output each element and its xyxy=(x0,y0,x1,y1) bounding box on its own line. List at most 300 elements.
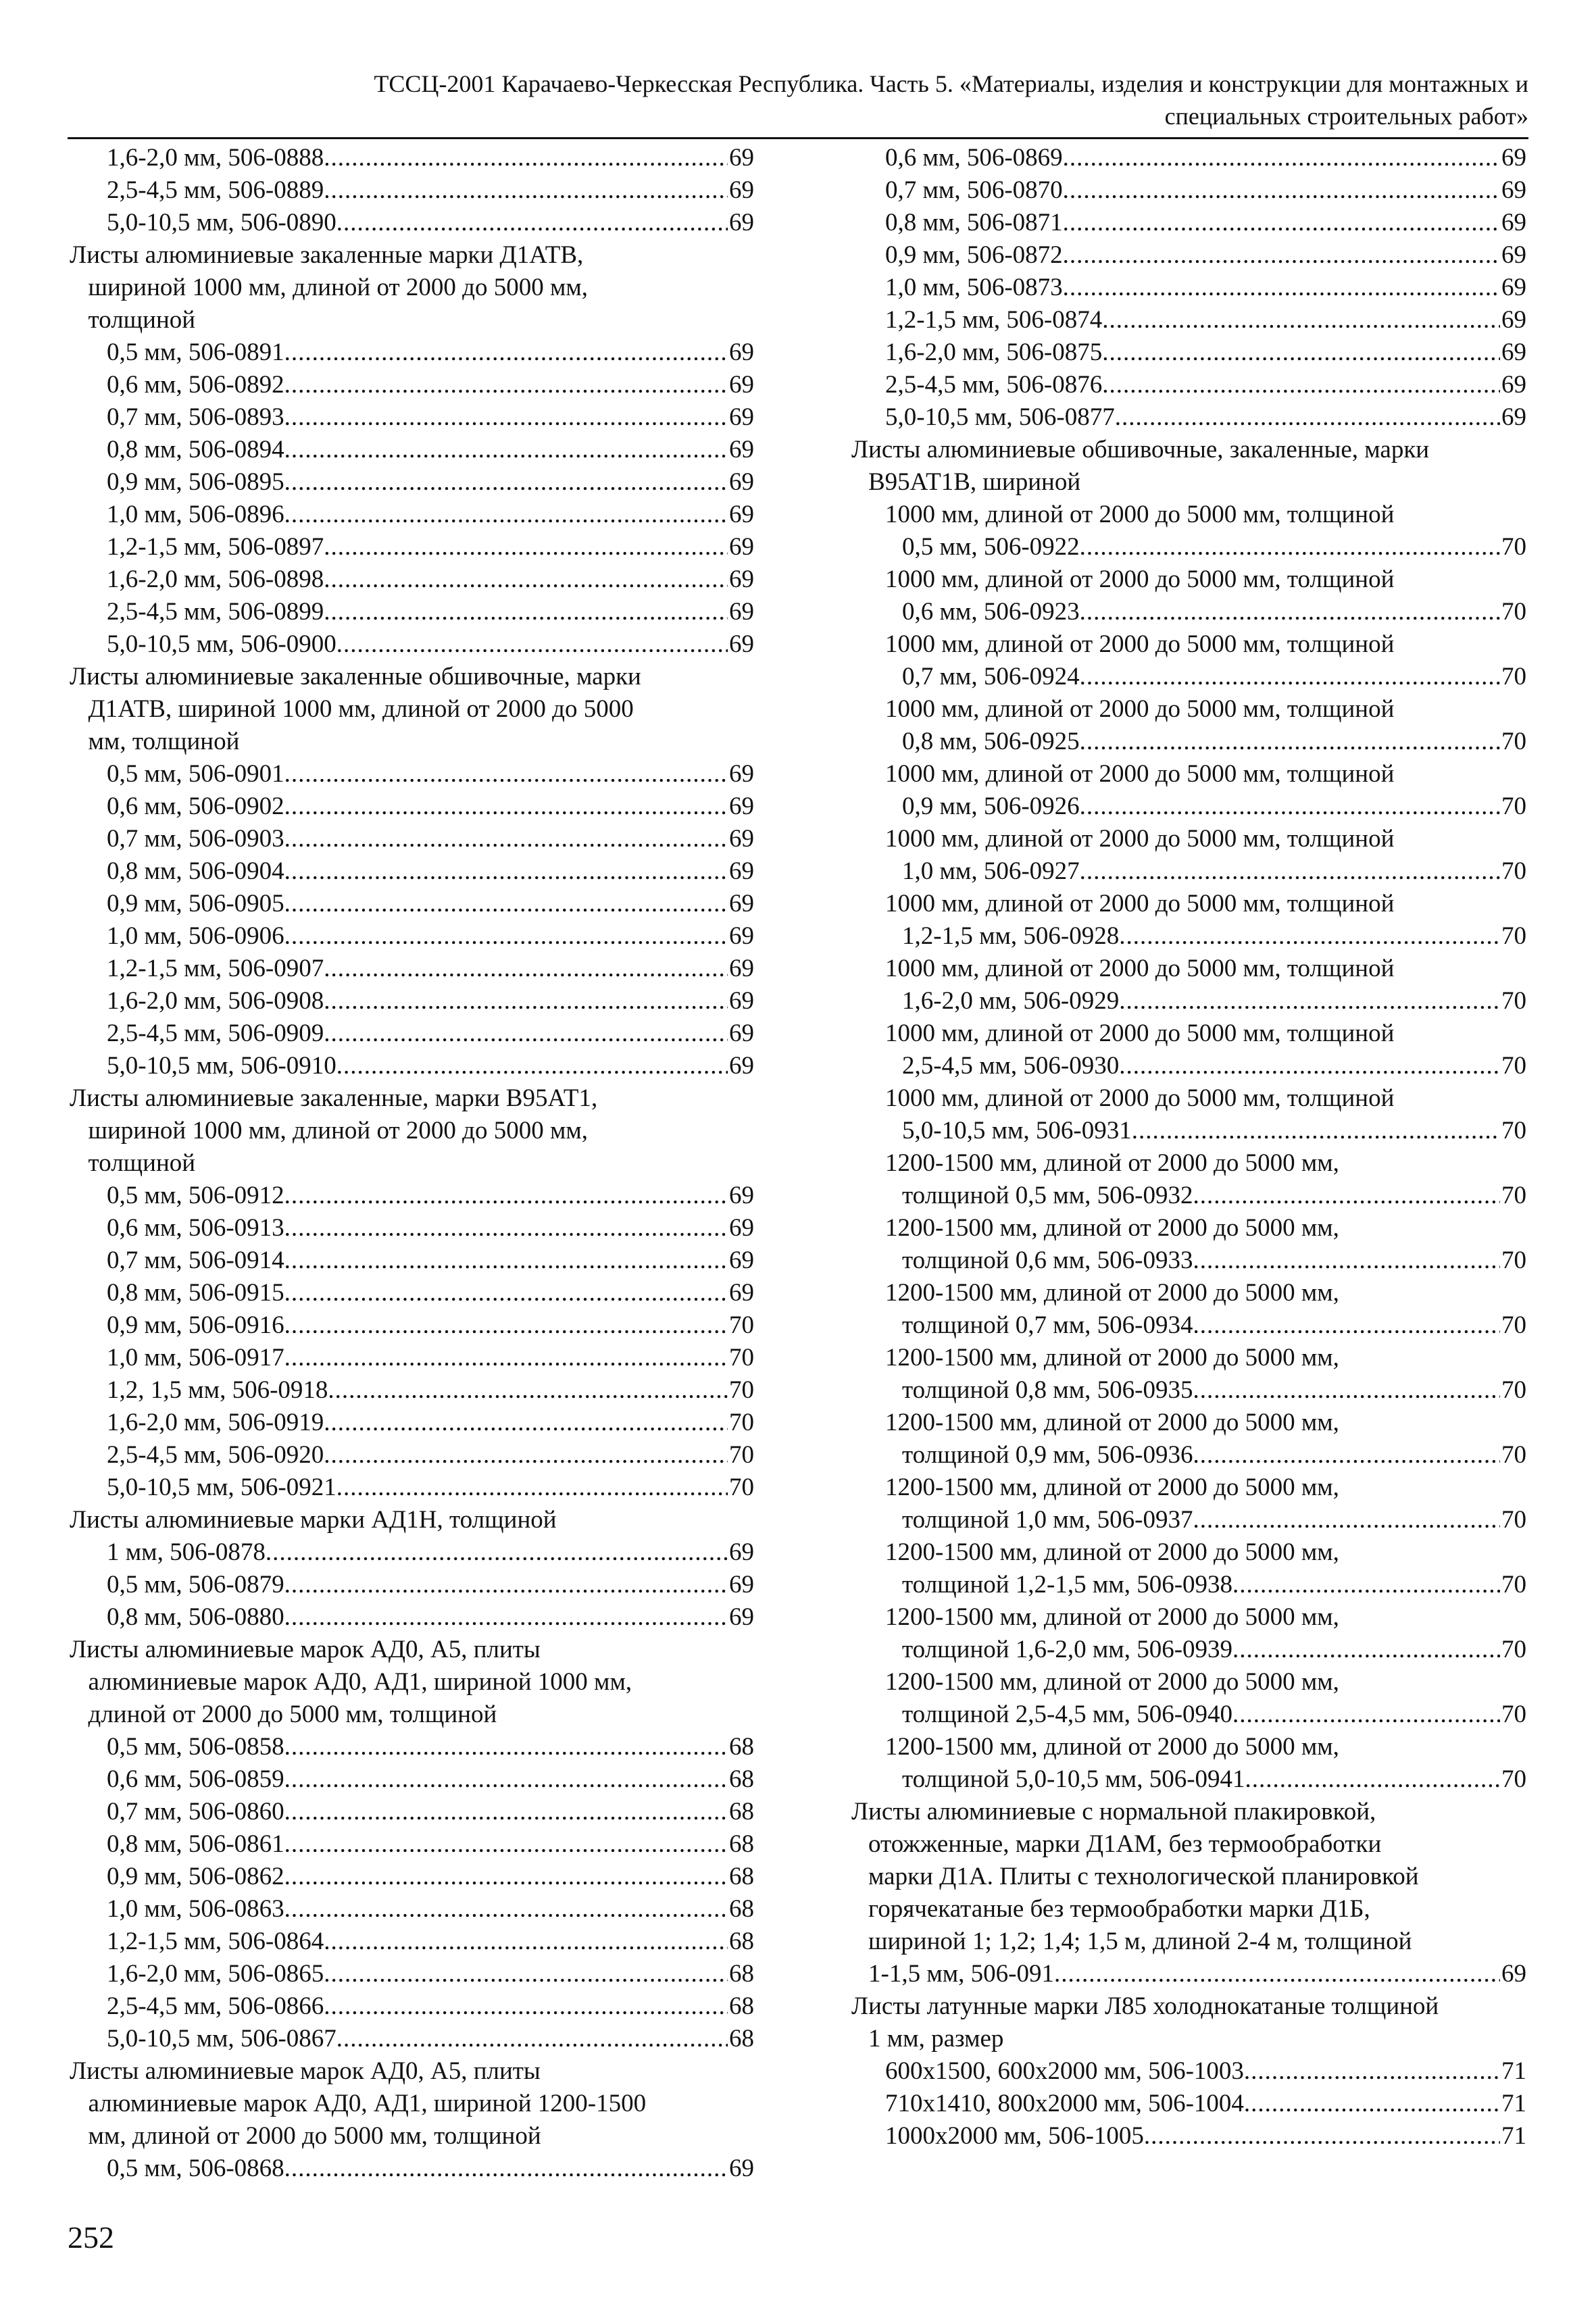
index-entry xyxy=(70,1990,754,2023)
entry-page: 71 xyxy=(1501,2057,1526,2085)
index-heading-line: 1200-1500 мм, длиной от 2000 до 5000 мм, xyxy=(885,1214,1339,1242)
entry-page: 70 xyxy=(1501,1571,1526,1599)
dot-leader xyxy=(336,1472,728,1504)
entry-label: 0,9 мм, 506-0872 xyxy=(885,241,1063,269)
entry-label: 0,5 мм, 506-0901 xyxy=(107,760,284,788)
dot-leader xyxy=(1245,1763,1500,1796)
dot-leader xyxy=(284,920,728,953)
index-entry xyxy=(70,531,754,563)
index-entry xyxy=(70,953,754,985)
dot-leader xyxy=(284,1277,728,1309)
entry-label: 0,6 мм, 506-0892 xyxy=(107,371,284,399)
entry-page: 70 xyxy=(1501,533,1526,561)
index-entry xyxy=(851,336,1526,369)
dot-leader xyxy=(324,1990,728,2023)
index-entry xyxy=(851,790,1526,823)
dot-leader xyxy=(1193,1309,1500,1342)
dot-leader xyxy=(336,2023,728,2055)
dot-leader xyxy=(1144,2120,1500,2153)
dot-leader xyxy=(1119,985,1500,1017)
dot-leader xyxy=(1244,2055,1500,2088)
entry-page: 70 xyxy=(1501,857,1526,885)
entry-page: 68 xyxy=(729,1960,754,1988)
entry-page: 70 xyxy=(729,1344,754,1372)
dot-leader xyxy=(1119,920,1500,953)
dot-leader xyxy=(1080,726,1500,758)
dot-leader xyxy=(1080,531,1500,563)
entry-label: 0,8 мм, 506-0925 xyxy=(902,728,1080,755)
index-entry xyxy=(70,1926,754,1958)
entry-label: 0,5 мм, 506-0922 xyxy=(902,533,1080,561)
index-entry xyxy=(70,823,754,855)
header-line-1: ТССЦ-2001 Карачаево-Черкесская Республика. Часть 5. «Материалы, изделия и конструкции для монтажных и xyxy=(374,70,1528,97)
index-entry xyxy=(851,1439,1526,1472)
dot-leader xyxy=(324,596,728,628)
entry-page: 71 xyxy=(1501,2122,1526,2150)
entry-page: 69 xyxy=(729,209,754,236)
index-heading-line: 1000 мм, длиной от 2000 до 5000 мм, толщиной xyxy=(885,1084,1395,1112)
entry-page: 69 xyxy=(729,176,754,204)
dot-leader xyxy=(284,1796,728,1828)
entry-label: 0,6 мм, 506-0869 xyxy=(885,144,1063,172)
left-column xyxy=(70,142,754,2185)
entry-page: 68 xyxy=(729,1992,754,2020)
index-entry xyxy=(70,1374,754,1407)
index-heading-line: В95АТ1В, шириной xyxy=(868,468,1081,496)
index-heading-line: Листы алюминиевые закаленные обшивочные, марки xyxy=(70,663,641,690)
entry-label: толщиной 1,6-2,0 мм, 506-0939 xyxy=(902,1636,1233,1663)
index-entry xyxy=(70,2023,754,2055)
dot-leader xyxy=(284,1763,728,1796)
dot-leader xyxy=(324,1407,728,1439)
index-entry xyxy=(70,1277,754,1309)
entry-page: 69 xyxy=(1501,144,1526,172)
index-entry xyxy=(70,1244,754,1277)
index-entry xyxy=(851,1050,1526,1082)
dot-leader xyxy=(284,466,728,499)
index-heading-line: шириной 1; 1,2; 1,4; 1,5 м, длиной 2-4 м, толщиной xyxy=(868,1928,1412,1955)
index-heading-line: 1200-1500 мм, длиной от 2000 до 5000 мм, xyxy=(885,1279,1339,1307)
entry-label: 1,0 мм, 506-0873 xyxy=(885,274,1063,301)
index-entry xyxy=(70,1050,754,1082)
entry-label: толщиной 0,5 мм, 506-0932 xyxy=(902,1182,1193,1209)
index-entry xyxy=(70,466,754,499)
index-entry xyxy=(70,336,754,369)
entry-page: 68 xyxy=(729,1928,754,1955)
index-entry xyxy=(851,1763,1526,1796)
entry-page: 70 xyxy=(1501,1636,1526,1663)
entry-page: 69 xyxy=(729,1571,754,1599)
index-entry xyxy=(70,855,754,888)
index-heading-line: Листы алюминиевые обшивочные, закаленные, марки xyxy=(851,436,1430,463)
entry-page: 69 xyxy=(729,533,754,561)
index-entry xyxy=(70,1569,754,1601)
entry-label: 1,0 мм, 506-0896 xyxy=(107,501,284,528)
dot-leader xyxy=(1102,304,1500,336)
entry-label: 0,8 мм, 506-0915 xyxy=(107,1279,284,1307)
entry-page: 69 xyxy=(729,565,754,593)
index-entry xyxy=(851,1958,1526,1990)
index-heading-line: 1200-1500 мм, длиной от 2000 до 5000 мм, xyxy=(885,1344,1339,1372)
index-entry xyxy=(70,628,754,661)
entry-label: 0,6 мм, 506-0923 xyxy=(902,598,1080,626)
dot-leader xyxy=(284,1828,728,1861)
dot-leader xyxy=(284,823,728,855)
entry-label: 1 мм, 506-0878 xyxy=(107,1538,266,1566)
entry-page: 70 xyxy=(1501,663,1526,690)
entry-label: 1,0 мм, 506-0863 xyxy=(107,1895,284,1923)
entry-page: 70 xyxy=(729,1441,754,1469)
entry-label: толщиной 1,0 мм, 506-0937 xyxy=(902,1506,1193,1534)
index-heading-line: мм, толщиной xyxy=(88,728,240,755)
entry-page: 70 xyxy=(729,1311,754,1339)
index-heading-line: 1000 мм, длиной от 2000 до 5000 мм, толщиной xyxy=(885,825,1395,853)
index-entry xyxy=(70,1309,754,1342)
index-heading-line: Д1АТВ, шириной 1000 мм, длиной от 2000 до 5000 xyxy=(88,695,634,723)
index-entry xyxy=(70,1180,754,1212)
index-entry xyxy=(851,142,1526,174)
entry-label: 2,5-4,5 мм, 506-0909 xyxy=(107,1020,324,1047)
entry-label: 0,5 мм, 506-0891 xyxy=(107,338,284,366)
dot-leader xyxy=(284,1731,728,1763)
dot-leader xyxy=(1193,1504,1500,1536)
entry-label: 1,0 мм, 506-0917 xyxy=(107,1344,284,1372)
entry-label: 1,6-2,0 мм, 506-0888 xyxy=(107,144,324,172)
dot-leader xyxy=(324,1926,728,1958)
dot-leader xyxy=(1063,272,1500,304)
index-heading-line: 1200-1500 мм, длиной от 2000 до 5000 мм, xyxy=(885,1474,1339,1501)
index-heading-line: 1000 мм, длиной от 2000 до 5000 мм, толщиной xyxy=(885,501,1395,528)
entry-page: 69 xyxy=(729,371,754,399)
dot-leader xyxy=(1193,1244,1500,1277)
index-heading-line: толщиной xyxy=(88,1149,196,1177)
index-entry xyxy=(851,1309,1526,1342)
index-heading-line: алюминиевые марок АД0, АД1, шириной 1000 мм, xyxy=(88,1668,632,1696)
entry-page: 69 xyxy=(729,338,754,366)
index-heading-line: горячекатаные без термообработки марки Д1Б, xyxy=(868,1895,1370,1923)
index-entry xyxy=(70,1796,754,1828)
dot-leader xyxy=(284,1861,728,1893)
entry-label: 0,7 мм, 506-0870 xyxy=(885,176,1063,204)
dot-leader xyxy=(324,563,728,596)
entry-label: 0,9 мм, 506-0862 xyxy=(107,1863,284,1890)
entry-page: 70 xyxy=(1501,598,1526,626)
index-entry xyxy=(70,596,754,628)
dot-leader xyxy=(1102,369,1500,401)
dot-leader xyxy=(284,1244,728,1277)
entry-label: толщиной 0,6 мм, 506-0933 xyxy=(902,1247,1193,1274)
dot-leader xyxy=(284,369,728,401)
dot-leader xyxy=(1102,336,1500,369)
entry-label: 0,7 мм, 506-0893 xyxy=(107,403,284,431)
entry-page: 69 xyxy=(1501,403,1526,431)
dot-leader xyxy=(284,499,728,531)
entry-page: 70 xyxy=(1501,1441,1526,1469)
dot-leader xyxy=(1080,661,1500,693)
dot-leader xyxy=(284,1569,728,1601)
index-entry xyxy=(70,174,754,207)
entry-page: 70 xyxy=(1501,1506,1526,1534)
entry-label: 1,2-1,5 мм, 506-0907 xyxy=(107,955,324,982)
entry-label: 0,9 мм, 506-0905 xyxy=(107,890,284,917)
index-entry xyxy=(70,1536,754,1569)
index-heading-line: мм, длиной от 2000 до 5000 мм, толщиной xyxy=(88,2122,541,2150)
entry-label: 5,0-10,5 мм, 506-0910 xyxy=(107,1052,336,1080)
dot-leader xyxy=(1232,1569,1500,1601)
dot-leader xyxy=(284,1180,728,1212)
dot-leader xyxy=(336,207,728,239)
dot-leader xyxy=(284,758,728,790)
index-heading-line: алюминиевые марок АД0, АД1, шириной 1200-1500 xyxy=(88,2090,647,2117)
dot-leader xyxy=(284,1342,728,1374)
index-heading-line: 1000 мм, длиной от 2000 до 5000 мм, толщиной xyxy=(885,890,1395,917)
index-entry xyxy=(70,790,754,823)
index-heading-line: 1200-1500 мм, длиной от 2000 до 5000 мм, xyxy=(885,1409,1339,1436)
index-entry xyxy=(70,1893,754,1926)
index-heading-line: Листы алюминиевые марки АД1Н, толщиной xyxy=(70,1506,557,1534)
entry-page: 69 xyxy=(729,987,754,1015)
index-entry xyxy=(70,1439,754,1472)
dot-leader xyxy=(266,1536,728,1569)
entry-page: 70 xyxy=(1501,1701,1526,1728)
header-rule xyxy=(68,137,1528,139)
entry-page: 69 xyxy=(1501,338,1526,366)
entry-page: 69 xyxy=(729,760,754,788)
entry-label: 1,2-1,5 мм, 506-0928 xyxy=(902,922,1120,950)
index-entry xyxy=(70,207,754,239)
entry-page: 69 xyxy=(729,793,754,820)
index-entry xyxy=(851,369,1526,401)
entry-page: 69 xyxy=(1501,209,1526,236)
entry-page: 70 xyxy=(1501,793,1526,820)
entry-page: 70 xyxy=(1501,987,1526,1015)
entry-page: 69 xyxy=(1501,306,1526,334)
entry-label: 0,5 мм, 506-0879 xyxy=(107,1571,284,1599)
index-entry xyxy=(70,1861,754,1893)
entry-page: 70 xyxy=(1501,1247,1526,1274)
entry-page: 69 xyxy=(729,403,754,431)
dot-leader xyxy=(324,1017,728,1050)
index-entry xyxy=(70,1472,754,1504)
entry-label: 710x1410, 800x2000 мм, 506-1004 xyxy=(885,2090,1244,2117)
entry-label: 1,6-2,0 мм, 506-0875 xyxy=(885,338,1103,366)
dot-leader xyxy=(328,1374,728,1407)
dot-leader xyxy=(284,1309,728,1342)
running-header xyxy=(68,68,1528,132)
index-heading-line: 1200-1500 мм, длиной от 2000 до 5000 мм, xyxy=(885,1668,1339,1696)
entry-label: 1,2-1,5 мм, 506-0864 xyxy=(107,1928,324,1955)
entry-label: 0,5 мм, 506-0858 xyxy=(107,1733,284,1761)
entry-label: 0,7 мм, 506-0924 xyxy=(902,663,1080,690)
entry-page: 68 xyxy=(729,1733,754,1761)
entry-label: 5,0-10,5 мм, 506-0931 xyxy=(902,1117,1132,1145)
entry-page: 70 xyxy=(1501,1765,1526,1793)
entry-label: толщиной 0,7 мм, 506-0934 xyxy=(902,1311,1193,1339)
dot-leader xyxy=(324,1439,728,1472)
entry-page: 69 xyxy=(729,1279,754,1307)
page-number: 252 xyxy=(68,2220,114,2255)
entry-label: 0,6 мм, 506-0902 xyxy=(107,793,284,820)
entry-label: 2,5-4,5 мм, 506-0889 xyxy=(107,176,324,204)
index-entry xyxy=(851,2088,1526,2120)
index-entry xyxy=(851,596,1526,628)
entry-label: 0,9 мм, 506-0916 xyxy=(107,1311,284,1339)
dot-leader xyxy=(1054,1958,1500,1990)
entry-label: 600x1500, 600x2000 мм, 506-1003 xyxy=(885,2057,1244,2085)
index-heading-line: 1000 мм, длиной от 2000 до 5000 мм, толщиной xyxy=(885,760,1395,788)
entry-page: 69 xyxy=(729,955,754,982)
entry-label: 5,0-10,5 мм, 506-0890 xyxy=(107,209,336,236)
dot-leader xyxy=(284,1212,728,1244)
index-entry xyxy=(851,1244,1526,1277)
entry-label: 2,5-4,5 мм, 506-0920 xyxy=(107,1441,324,1469)
entry-page: 70 xyxy=(729,1474,754,1501)
index-entry xyxy=(70,142,754,174)
index-heading-line: Листы алюминиевые с нормальной плакировкой, xyxy=(851,1798,1376,1826)
entry-page: 69 xyxy=(1501,274,1526,301)
entry-label: толщиной 0,9 мм, 506-0936 xyxy=(902,1441,1193,1469)
index-entry xyxy=(70,1828,754,1861)
entry-label: 1,0 мм, 506-0927 xyxy=(902,857,1080,885)
index-heading-line: Листы алюминиевые закаленные марки Д1АТВ, xyxy=(70,241,584,269)
index-entry xyxy=(70,888,754,920)
entry-page: 68 xyxy=(729,1863,754,1890)
dot-leader xyxy=(284,2153,728,2185)
entry-label: 0,7 мм, 506-0860 xyxy=(107,1798,284,1826)
index-entry xyxy=(70,2153,754,2185)
entry-page: 69 xyxy=(729,857,754,885)
index-entry xyxy=(851,1504,1526,1536)
entry-label: 0,7 мм, 506-0903 xyxy=(107,825,284,853)
dot-leader xyxy=(284,888,728,920)
header-line-2: специальных строительных работ» xyxy=(1164,103,1528,130)
index-entry xyxy=(851,1699,1526,1731)
entry-label: 0,7 мм, 506-0914 xyxy=(107,1247,284,1274)
dot-leader xyxy=(324,953,728,985)
entry-page: 69 xyxy=(729,2155,754,2182)
entry-label: 1,6-2,0 мм, 506-0929 xyxy=(902,987,1120,1015)
index-entry xyxy=(851,920,1526,953)
entry-page: 69 xyxy=(1501,1960,1526,1988)
index-entry xyxy=(70,1958,754,1990)
index-entry xyxy=(70,499,754,531)
index-entry xyxy=(851,661,1526,693)
entry-page: 69 xyxy=(729,1247,754,1274)
entry-page: 69 xyxy=(729,1538,754,1566)
index-entry xyxy=(851,2120,1526,2153)
entry-page: 70 xyxy=(1501,1376,1526,1404)
dot-leader xyxy=(324,1958,728,1990)
index-heading-line: марки Д1А. Плиты с технологической планировкой xyxy=(868,1863,1419,1890)
index-entry xyxy=(851,726,1526,758)
entry-label: 0,6 мм, 506-0913 xyxy=(107,1214,284,1242)
entry-label: 1,6-2,0 мм, 506-0908 xyxy=(107,987,324,1015)
entry-label: 0,8 мм, 506-0904 xyxy=(107,857,284,885)
entry-label: 2,5-4,5 мм, 506-0876 xyxy=(885,371,1103,399)
entry-label: 2,5-4,5 мм, 506-0899 xyxy=(107,598,324,626)
entry-label: 1-1,5 мм, 506-091 xyxy=(868,1960,1054,1988)
dot-leader xyxy=(1080,855,1500,888)
entry-page: 69 xyxy=(729,501,754,528)
entry-label: 0,9 мм, 506-0926 xyxy=(902,793,1080,820)
entry-label: 0,8 мм, 506-0880 xyxy=(107,1603,284,1631)
index-heading-line: толщиной xyxy=(88,306,196,334)
entry-label: толщиной 2,5-4,5 мм, 506-0940 xyxy=(902,1701,1233,1728)
entry-page: 69 xyxy=(1501,176,1526,204)
dot-leader xyxy=(1115,401,1500,434)
index-entry xyxy=(851,272,1526,304)
entry-label: 2,5-4,5 мм, 506-0930 xyxy=(902,1052,1120,1080)
index-entry xyxy=(70,1763,754,1796)
index-entry xyxy=(851,1115,1526,1147)
entry-page: 69 xyxy=(729,1020,754,1047)
dot-leader xyxy=(284,790,728,823)
dot-leader xyxy=(324,531,728,563)
index-entry xyxy=(70,434,754,466)
index-heading-line: 1 мм, размер xyxy=(868,2025,1004,2053)
dot-leader xyxy=(1232,1699,1500,1731)
index-heading-line: Листы алюминиевые закаленные, марки В95АТ1, xyxy=(70,1084,598,1112)
index-heading-line: 1000 мм, длиной от 2000 до 5000 мм, толщиной xyxy=(885,955,1395,982)
dot-leader xyxy=(1063,174,1500,207)
index-entry xyxy=(851,207,1526,239)
entry-page: 69 xyxy=(729,1182,754,1209)
entry-page: 69 xyxy=(729,825,754,853)
index-entry xyxy=(70,563,754,596)
entry-page: 69 xyxy=(729,1603,754,1631)
dot-leader xyxy=(1119,1050,1500,1082)
dot-leader xyxy=(324,142,728,174)
dot-leader xyxy=(1193,1180,1500,1212)
dot-leader xyxy=(284,401,728,434)
entry-label: толщиной 5,0-10,5 мм, 506-0941 xyxy=(902,1765,1245,1793)
dot-leader xyxy=(324,174,728,207)
entry-page: 69 xyxy=(729,1214,754,1242)
index-heading-line: Листы алюминиевые марок АД0, А5, плиты xyxy=(70,2057,541,2085)
entry-page: 70 xyxy=(729,1409,754,1436)
index-entry xyxy=(851,1569,1526,1601)
dot-leader xyxy=(1080,596,1500,628)
entry-label: 0,8 мм, 506-0871 xyxy=(885,209,1063,236)
index-heading-line: 1000 мм, длиной от 2000 до 5000 мм, толщиной xyxy=(885,565,1395,593)
entry-label: 0,5 мм, 506-0868 xyxy=(107,2155,284,2182)
entry-label: толщиной 0,8 мм, 506-0935 xyxy=(902,1376,1193,1404)
index-heading-line: Листы латунные марки Л85 холоднокатаные толщиной xyxy=(851,1992,1439,2020)
entry-page: 69 xyxy=(729,922,754,950)
index-entry xyxy=(851,985,1526,1017)
entry-page: 70 xyxy=(1501,1117,1526,1145)
entry-label: 5,0-10,5 мм, 506-0867 xyxy=(107,2025,336,2053)
index-entry xyxy=(70,985,754,1017)
index-entry xyxy=(851,2055,1526,2088)
dot-leader xyxy=(1132,1115,1500,1147)
dot-leader xyxy=(324,985,728,1017)
dot-leader xyxy=(284,855,728,888)
index-entry xyxy=(851,401,1526,434)
entry-label: 5,0-10,5 мм, 506-0900 xyxy=(107,630,336,658)
index-entry xyxy=(70,369,754,401)
entry-page: 70 xyxy=(1501,1182,1526,1209)
index-entry xyxy=(851,1180,1526,1212)
index-heading-line: длиной от 2000 до 5000 мм, толщиной xyxy=(88,1701,497,1728)
entry-label: 1,6-2,0 мм, 506-0865 xyxy=(107,1960,324,1988)
entry-label: 1,6-2,0 мм, 506-0919 xyxy=(107,1409,324,1436)
entry-page: 69 xyxy=(729,1052,754,1080)
entry-label: 0,8 мм, 506-0894 xyxy=(107,436,284,463)
right-column xyxy=(851,142,1526,2153)
entry-page: 70 xyxy=(1501,728,1526,755)
index-entry xyxy=(70,758,754,790)
